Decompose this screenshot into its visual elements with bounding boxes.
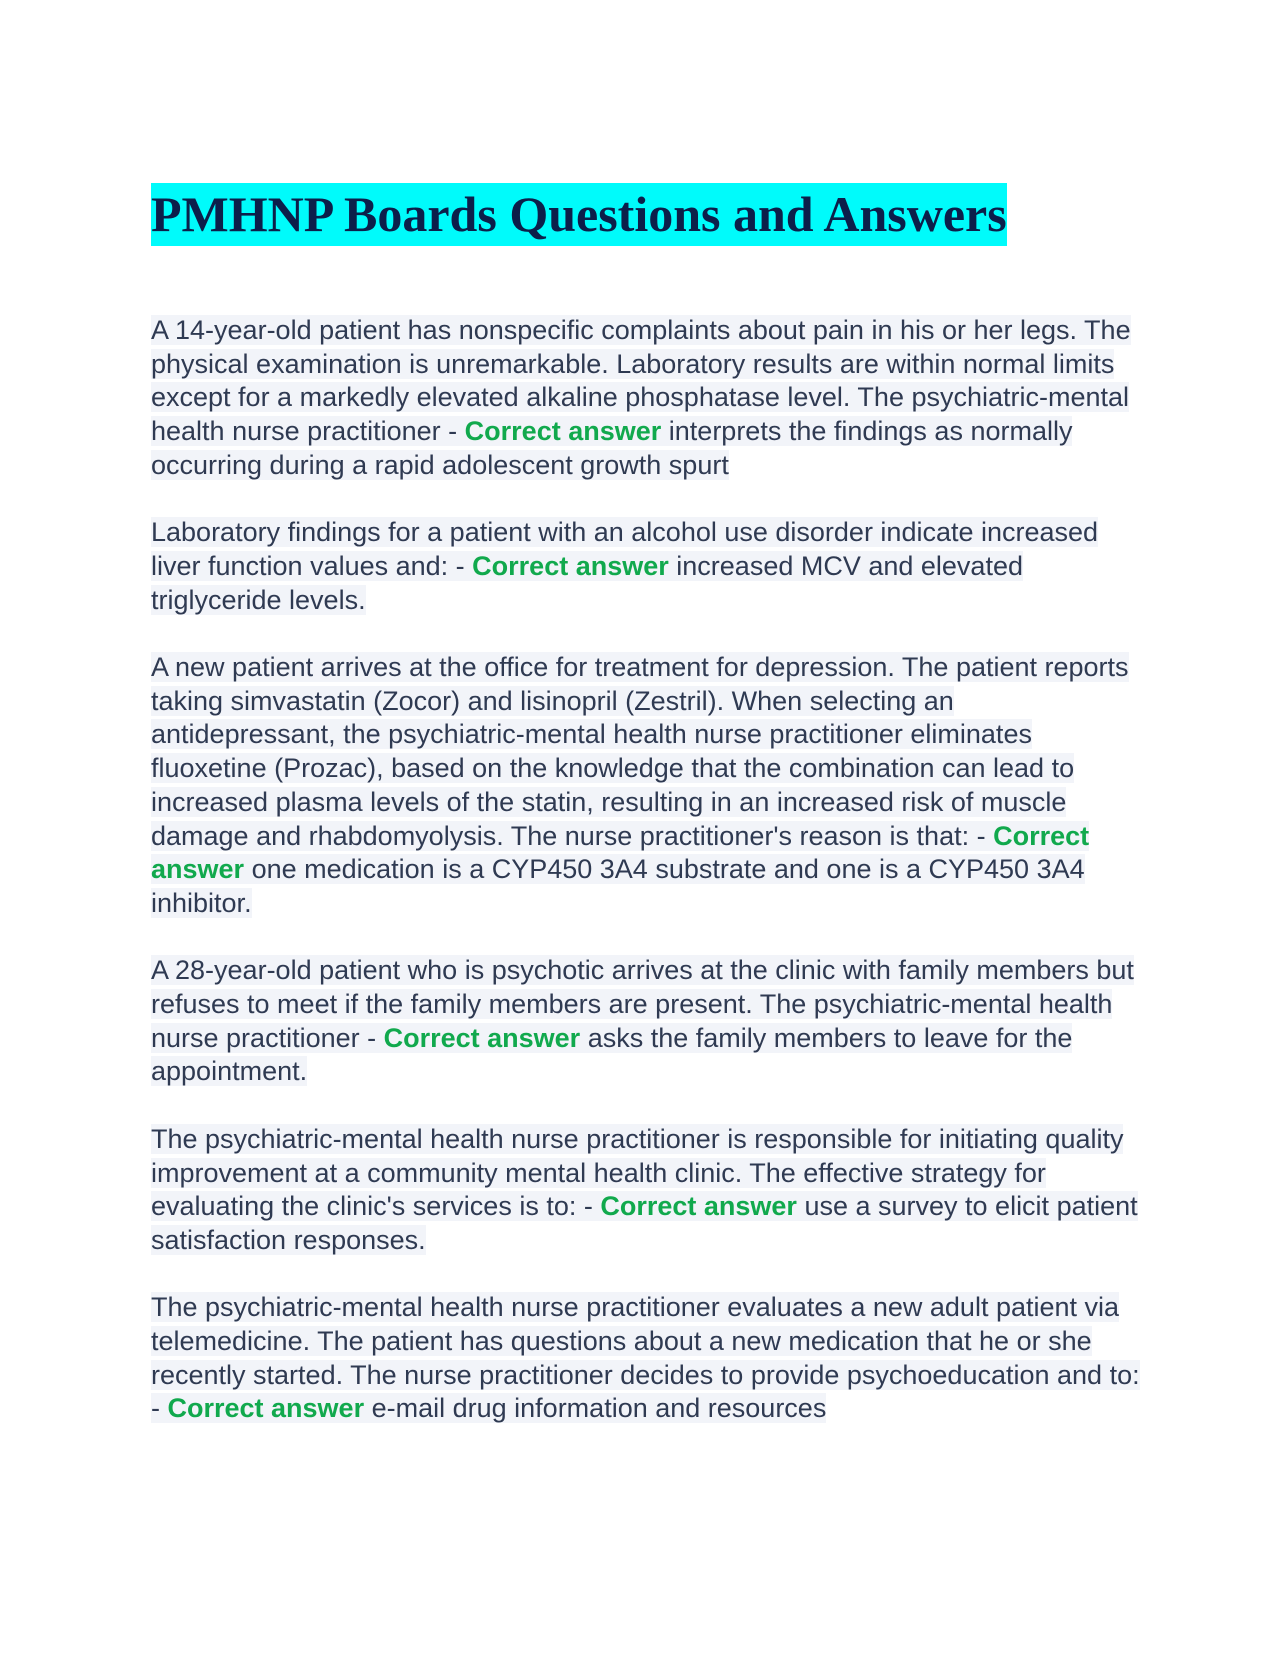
qa-item: [151, 1123, 1141, 1258]
answer-text: e-mail drug information and resources: [371, 1393, 827, 1424]
qa-item: [151, 516, 1141, 617]
title-highlight: [151, 183, 1007, 246]
separator: -: [576, 1191, 601, 1222]
question-text: The psychiatric-mental health nurse practitioner is responsible for initiating quality improvement at a community mental health clinic. The effective strategy for evaluating the clinic's services is to:: [151, 1123, 1124, 1222]
question-text: The psychiatric-mental health nurse practitioner evaluates a new adult patient via telemedicine. The patient has questions about a new medication that he or she recently started. The nurse practitioner decides to provide psychoeducation and to:: [151, 1292, 1140, 1390]
qa-line-highlight: [151, 652, 1129, 918]
correct-answer-label: Correct answer: [383, 1022, 581, 1053]
separator: -: [969, 820, 994, 851]
answer-text: interprets the findings as normally occurring during a rapid adolescent growth spurt: [151, 416, 1073, 480]
answer-text: asks the family members to leave for the appointment.: [151, 1022, 1073, 1087]
question-text: Laboratory findings for a patient with an alcohol use disorder indicate increased liver function values and:: [151, 517, 1099, 581]
qa-item: [151, 651, 1141, 921]
qa-line-highlight: [151, 315, 1131, 480]
qa-list: [151, 314, 1141, 1426]
correct-answer-label: Correct answer: [464, 416, 662, 447]
separator: -: [440, 416, 465, 447]
qa-line-highlight: [151, 955, 1134, 1086]
answer-text: use a survey to elicit patient satisfaction responses.: [151, 1191, 1138, 1255]
qa-line-highlight: [151, 517, 1098, 614]
qa-item: [151, 314, 1141, 483]
document-title: PMHNP Boards Questions and Answers: [151, 186, 1007, 242]
answer-text: increased MCV and elevated triglyceride levels.: [151, 550, 1023, 615]
correct-answer-label: Correct answer: [472, 550, 669, 581]
question-text: A 28-year-old patient who is psychotic arrives at the clinic with family members but refuses to meet if the family members are present. The psychiatric-mental health nurse practitioner: [151, 955, 1134, 1053]
qa-line-highlight: [151, 1292, 1140, 1423]
qa-item: [151, 1291, 1141, 1426]
correct-answer-label: Correct answer: [151, 820, 1090, 885]
separator: -: [151, 1393, 168, 1424]
correct-answer-label: Correct answer: [167, 1393, 365, 1424]
qa-line-highlight: [151, 1124, 1138, 1255]
question-text: A 14-year-old patient has nonspecific complaints about pain in his or her legs. The physical examination is unremarkable. Laboratory results are within normal limits except for a markedly elevated alkaline phosphatase level. The psychiatric-mental health nurse practitioner: [151, 315, 1131, 447]
qa-item: [151, 954, 1141, 1089]
separator: -: [448, 550, 473, 581]
answer-text: one medication is a CYP450 3A4 substrate and one is a CYP450 3A4 inhibitor.: [151, 854, 1085, 918]
correct-answer-label: Correct answer: [600, 1191, 797, 1222]
separator: -: [359, 1022, 384, 1053]
question-text: A new patient arrives at the office for treatment for depression. The patient reports taking simvastatin (Zocor) and lisinopril (Zestril). When selecting an antidepressant, the psychiatric-mental health nurse practitioner eliminates fluoxetine (Prozac), based on the knowledge that the combination can lead to increased plasma levels of the statin, resulting in an increased risk of muscle damage and rhabdomyolysis. The nurse practitioner's reason is that:: [151, 652, 1129, 851]
document-page: [151, 183, 1141, 1460]
